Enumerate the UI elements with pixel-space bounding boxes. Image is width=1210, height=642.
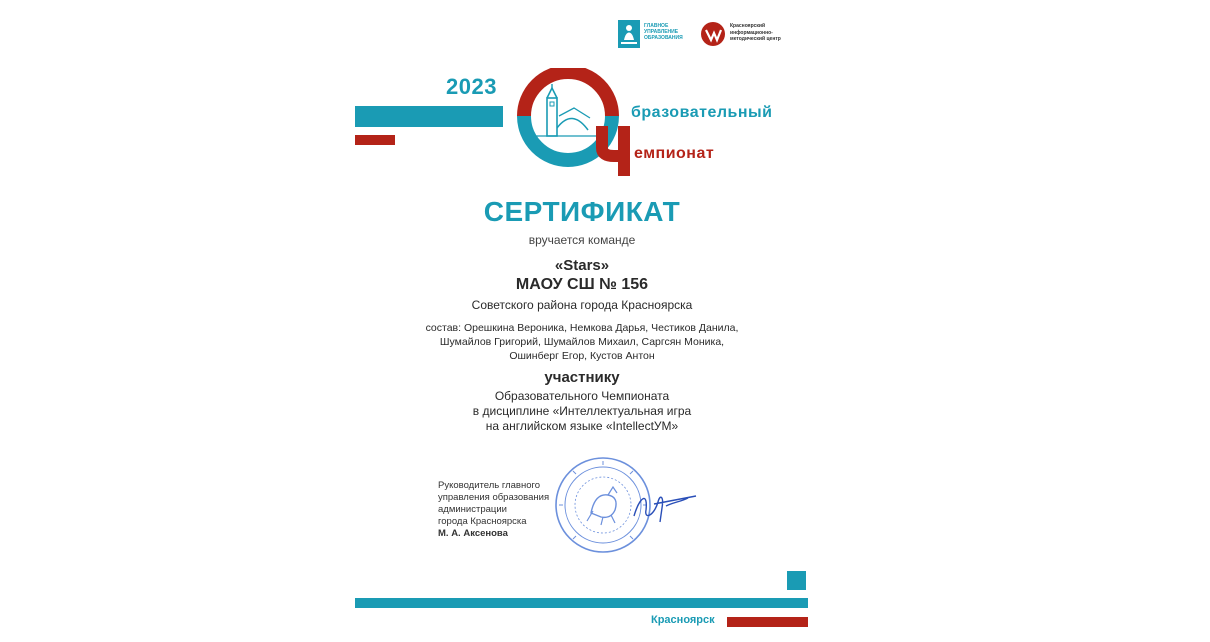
logo1-line: ОБРАЗОВАНИЯ <box>644 35 683 41</box>
signature-block <box>438 480 549 540</box>
certificate-title: СЕРТИФИКАТ <box>483 196 681 227</box>
coat-of-arms-icon <box>618 20 640 48</box>
red-stripe-top <box>355 135 395 145</box>
logo2-line: Красноярский <box>730 23 766 29</box>
teal-stripe-footer <box>355 598 808 608</box>
championship-word-1: бразовательный <box>631 104 773 121</box>
year-label: 2023 <box>446 74 497 99</box>
logo1-line: ГЛАВНОЕ <box>644 23 669 29</box>
members-line: Шумайлов Григорий, Шумайлов Михаил, Саргсян Моника, <box>439 336 725 348</box>
members-line: состав: Орешкина Вероника, Немкова Дарья, Честиков Данила, <box>425 322 739 334</box>
logo1-line: УПРАВЛЕНИЕ <box>644 29 679 35</box>
signature-line: администрации <box>438 504 507 515</box>
team-members <box>335 321 829 363</box>
championship-word-2: емпионат <box>634 145 715 162</box>
logo2-line: методический центр <box>730 36 781 42</box>
certificate-subtitle: вручается команде <box>528 233 636 247</box>
discipline-line: на английском языке «IntellectУМ» <box>485 419 679 433</box>
logo2-line: информационно- <box>730 29 773 36</box>
team-name: «Stars» <box>554 257 610 274</box>
signature-line: Руководитель главного <box>438 480 541 491</box>
discipline-line: в дисциплине «Интеллектуальная игра <box>472 404 692 418</box>
teal-stripe-top <box>355 106 503 127</box>
signature-line: управления образования <box>438 492 550 503</box>
logo-education-department <box>618 20 698 48</box>
signatory-name: М. А. Аксенова <box>438 528 508 539</box>
role-label: участнику <box>544 369 620 386</box>
footer-city: Красноярск <box>651 614 715 626</box>
red-stripe-footer <box>727 617 808 627</box>
members-line: Ошинберг Егор, Кустов Антон <box>509 350 655 362</box>
school-name: МАОУ СШ № 156 <box>515 276 649 293</box>
kimc-logo-icon <box>700 21 726 47</box>
teal-square-footer <box>787 571 806 590</box>
discipline-line: Образовательного Чемпионата <box>494 389 670 403</box>
district: Советского района города Красноярска <box>471 298 693 312</box>
discipline <box>335 389 829 434</box>
championship-emblem <box>514 68 634 178</box>
signature-line: города Красноярска <box>438 516 527 527</box>
handwritten-signature <box>630 486 700 526</box>
logo-methodical-center <box>700 20 800 48</box>
